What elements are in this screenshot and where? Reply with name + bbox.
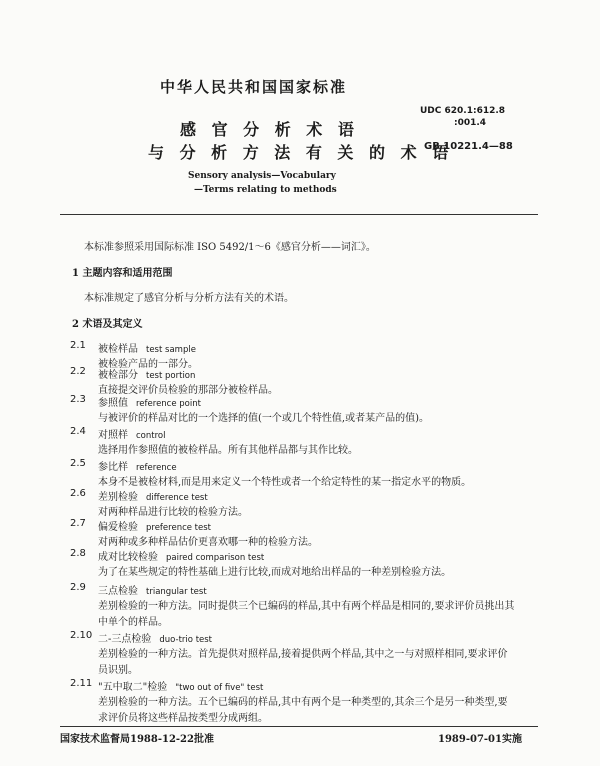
gb-number: GB 10221.4—88 [424, 141, 513, 152]
term-chinese: 被检部分 [98, 370, 138, 381]
term-title [98, 518, 211, 533]
udc-code-cont: :001.4 [454, 118, 487, 128]
term-english: control [136, 431, 166, 441]
term-definition: 本身不是被检材料,而是用来定义一个特性或者一个给定特性的某一指定水平的物质。 [98, 477, 472, 488]
term-chinese: 参比样 [98, 462, 128, 473]
term-number: 2.1 [70, 340, 86, 351]
term-title [98, 488, 208, 503]
section2-heading: 2 术语及其定义 [72, 319, 143, 330]
term-number: 2.9 [70, 582, 86, 593]
term-number: 2.5 [70, 458, 86, 469]
term-title [98, 678, 263, 693]
term-number: 2.4 [70, 426, 86, 437]
term-english: preference test [146, 523, 212, 533]
term-english: difference test [146, 493, 208, 503]
term-english: triangular test [146, 587, 207, 597]
term-definition: 求评价员将这些样品按类型分成两组。 [98, 713, 268, 724]
term-chinese: "五中取二"检验 [98, 682, 168, 693]
term-english: reference point [136, 399, 201, 409]
english-title-line2: —Terms relating to methods [194, 185, 337, 195]
term-title [98, 426, 165, 441]
term-definition: 差别检验的一种方法。同时提供三个已编码的样品,其中有两个样品是相同的,要求评价员挑出其 [98, 601, 515, 612]
term-number: 2.6 [70, 488, 86, 499]
term-title [98, 458, 177, 473]
term-english: paired comparison test [166, 553, 265, 563]
term-chinese: 对照样 [98, 430, 128, 441]
term-title [98, 582, 207, 597]
term-number: 2.10 [70, 630, 93, 641]
english-title-line1: Sensory analysis—Vocabulary [188, 171, 336, 181]
term-definition: 被检验产品的一部分。 [98, 359, 198, 370]
term-definition: 对两种样品进行比较的检验方法。 [98, 507, 248, 518]
term-number: 2.2 [70, 366, 86, 377]
term-english: test sample [146, 345, 196, 355]
udc-code: UDC 620.1:612.8 [420, 106, 506, 116]
term-chinese: 成对比较检验 [98, 552, 158, 563]
term-definition: 为了在某些规定的特性基础上进行比较,而成对地给出样品的一种差别检验方法。 [98, 567, 452, 578]
term-definition: 选择用作参照值的被检样品。所有其他样品都与其作比较。 [98, 445, 358, 456]
term-english: reference [136, 463, 177, 473]
term-definition: 对两种或多种样品估价更喜欢哪一种的检验方法。 [98, 537, 318, 548]
term-definition: 差别检验的一种方法。五个已编码的样品,其中有两个是一种类型的,其余三个是另一种类型,要 [98, 697, 508, 708]
term-title [98, 548, 264, 563]
term-chinese: 被检样品 [98, 344, 138, 355]
top-rule [60, 214, 538, 215]
term-chinese: 偏爱检验 [98, 522, 138, 533]
term-chinese: 参照值 [98, 398, 128, 409]
term-english: test portion [146, 371, 196, 381]
term-title [98, 340, 196, 355]
term-title [98, 630, 212, 645]
term-definition: 直接提交评价员检验的那部分被检样品。 [98, 385, 278, 396]
term-definition: 差别检验的一种方法。首先提供对照样品,接着提供两个样品,其中之一与对照样相同,要求评价 [98, 649, 508, 660]
term-number: 2.7 [70, 518, 86, 529]
term-chinese: 三点检验 [98, 586, 138, 597]
doc-title-line2: 与 分 析 方 法 有 关 的 术 语 [148, 143, 454, 162]
term-definition: 中单个的样品。 [98, 617, 168, 628]
section1-heading: 1 主题内容和适用范围 [72, 268, 173, 279]
term-number: 2.8 [70, 548, 86, 559]
term-title [98, 366, 195, 381]
bottom-rule [60, 726, 538, 727]
section1-text: 本标准规定了感官分析与分析方法有关的术语。 [84, 293, 294, 304]
intro-text: 本标准参照采用国际标准 ISO 5492/1～6《感官分析——词汇》。 [84, 242, 376, 253]
term-chinese: 二-三点检验 [98, 634, 152, 645]
national-standard-label: 中华人民共和国国家标准 [160, 78, 348, 96]
term-english: "two out of five" test [175, 683, 264, 693]
issued-by: 国家技术监督局1988-12-22批准 [60, 734, 214, 745]
doc-title-line1: 感 官 分 析 术 语 [180, 120, 359, 139]
term-english: duo-trio test [159, 635, 213, 645]
term-number: 2.3 [70, 394, 86, 405]
term-definition: 员识别。 [98, 665, 138, 676]
term-title [98, 394, 201, 409]
term-number: 2.11 [70, 678, 93, 689]
term-chinese: 差别检验 [98, 492, 138, 503]
term-definition: 与被评价的样品对比的一个选择的值(一个或几个特性值,或者某产品的值)。 [98, 413, 429, 424]
implementation-date: 1989-07-01实施 [438, 734, 522, 745]
